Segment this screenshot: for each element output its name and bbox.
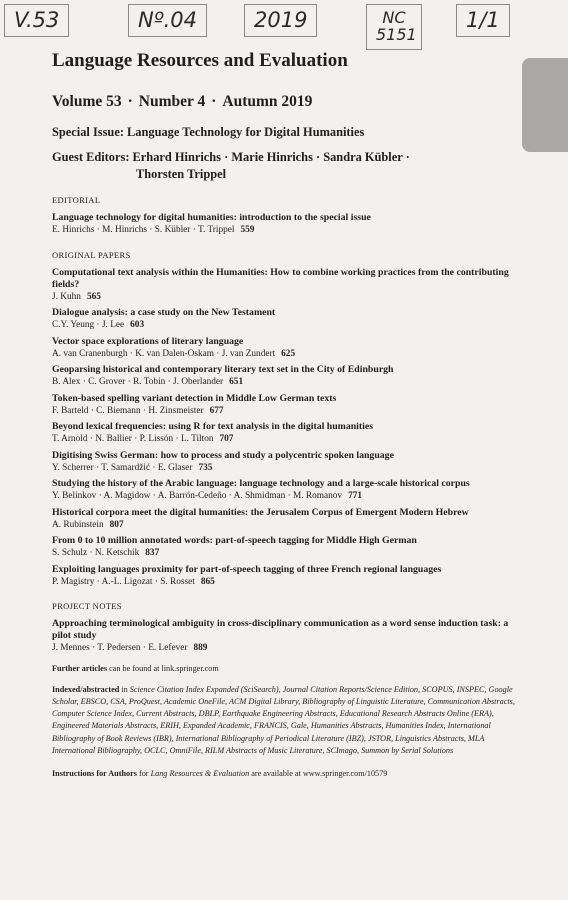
article-title: Studying the history of the Arabic language: language technology and a large-scale historical corpus — [52, 478, 470, 489]
article-page: 677 — [209, 405, 224, 416]
section-project-notes: PROJECT NOTES — [52, 601, 122, 611]
article-page: 707 — [219, 434, 234, 444]
volume-line: Volume 53 · Number 4 · Autumn 2019 — [52, 93, 313, 110]
article-page: 771 — [348, 491, 363, 501]
article-title: Dialogue analysis: a case study on the New Testament — [52, 307, 276, 318]
toc-entry — [52, 564, 520, 589]
article-title: Digitising Swiss German: how to process and study a polycentric spoken language — [52, 449, 394, 461]
section-editorial: EDITORIAL — [52, 195, 101, 205]
toc-entry — [52, 336, 520, 361]
toc-entry — [52, 421, 520, 446]
indexing-note: Indexed/abstracted in Science Citation Index Expanded (SciSearch), Journal Citation Reports/Science Edition, SCOPUS, INSPEC, Google Scholar, EBSCO, CSA, ProQuest, Academic OneFile, ACM Digital Library, Bibliography of Linguistic Literature, Communication Abstracts, Computer Science Index, Current Abstracts, DBLP, Earthquake Engineering Abstracts, Educational Research Abstracts Online (ERA), Engineered Materials Abstracts, ERIH, Expanded Academic, FRANCIS, Gale, Humanities Abstracts, Humanities Index, International Bibliography of Book Reviews (IBR), International Bibliography of Periodical Literature (IBZ), JSTOR, Linguistics Abstracts, MLA International Bibliography, OCLC, OmniFile, RILM Abstracts of Music Literature, SCImago, Summon by Serial Solutions — [52, 684, 515, 755]
article-authors: S. Schulz · N. Ketschik 837 — [52, 548, 160, 558]
further-articles-note: Further articles can be found at link.springer.com — [52, 663, 219, 673]
article-authors: J. Kuhn 565 — [52, 291, 101, 302]
handwritten-year: 2019 — [244, 4, 317, 37]
editorial-list — [52, 212, 520, 237]
article-title: From 0 to 10 million annotated words: part-of-speech tagging for Middle High German — [52, 535, 417, 546]
toc-entry — [52, 618, 520, 655]
handwritten-volume: V.53 — [4, 4, 69, 37]
article-page: 889 — [193, 643, 208, 653]
toc-entry — [52, 450, 520, 475]
contents-page — [52, 50, 520, 778]
article-title: Computational text analysis within the Humanities: How to combine working practices from the contributing fields? — [52, 266, 509, 290]
article-authors: B. Alex · C. Grover · R. Tobin · J. Oberlander 651 — [52, 377, 244, 387]
article-page: 807 — [109, 519, 124, 530]
article-authors: E. Hinrichs · M. Hinrichs · S. Kübler · T. Trippel 559 — [52, 225, 255, 235]
project-notes-list — [52, 618, 520, 655]
toc-entry — [52, 478, 520, 503]
article-authors: A. van Cranenburgh · K. van Dalen-Oskam · J. van Zundert 625 — [52, 348, 296, 359]
article-title: Vector space explorations of literary language — [52, 335, 244, 347]
article-authors: P. Magistry · A.-L. Ligozat · S. Rosset 865 — [52, 576, 215, 587]
article-authors: C.Y. Yeung · J. Lee 603 — [52, 320, 145, 330]
handwritten-shelfmark: NC 5151 — [366, 4, 422, 50]
article-title: Language technology for digital humanities: introduction to the special issue — [52, 212, 371, 223]
article-authors: J. Mennes · T. Pedersen · E. Lefever 889 — [52, 643, 208, 653]
special-issue-title: Special Issue: Language Technology for Digital Humanities — [52, 125, 365, 139]
toc-entry — [52, 507, 520, 532]
article-page: 735 — [198, 462, 213, 473]
journal-title: Language Resources and Evaluation — [52, 50, 348, 71]
handwritten-copy: 1/1 — [456, 4, 510, 37]
article-title: Token-based spelling variant detection in Middle Low German texts — [52, 392, 337, 404]
article-title: Historical corpora meet the digital humanities: the Jerusalem Corpus of Emergent Modern Hebrew — [52, 506, 469, 518]
article-authors: Y. Belinkov · A. Magidow · A. Barrón-Cedeño · A. Shmidman · M. Romanov 771 — [52, 491, 363, 501]
article-page: 865 — [200, 576, 215, 587]
article-page: 559 — [240, 225, 255, 235]
guest-editors: Guest Editors: Erhard Hinrichs · Marie Hinrichs · Sandra Kübler · Thorsten Trippel — [52, 150, 410, 181]
article-title: Approaching terminological ambiguity in cross-disciplinary communication as a word sense induction task: a pilot study — [52, 618, 509, 641]
issue-season: Autumn 2019 — [222, 93, 313, 110]
toc-entry — [52, 364, 520, 389]
original-papers-list — [52, 267, 520, 589]
article-authors: A. Rubinstein 807 — [52, 519, 124, 530]
instructions-note: Instructions for Authors for Lang Resources & Evaluation are available at www.springer.com/10579 — [52, 769, 388, 779]
page-edge-tab — [522, 58, 568, 152]
toc-entry — [52, 267, 520, 304]
handwritten-number: Nº.04 — [128, 4, 207, 37]
toc-entry — [52, 535, 520, 560]
article-page: 625 — [281, 348, 296, 359]
article-title: Exploiting languages proximity for part-of-speech tagging of three French regional languages — [52, 563, 442, 575]
issue-number: Number 4 — [138, 93, 206, 110]
article-page: 565 — [86, 291, 101, 302]
volume-number: Volume 53 — [52, 93, 122, 110]
article-authors: T. Arnold · N. Ballier · P. Lissón · L. Tilton 707 — [52, 434, 234, 444]
article-authors: Y. Scherrer · T. Samardžić · E. Glaser 735 — [52, 462, 213, 473]
article-title: Geoparsing historical and contemporary literary text set in the City of Edinburgh — [52, 364, 394, 375]
toc-entry — [52, 307, 520, 332]
article-authors: F. Barteld · C. Biemann · H. Zinsmeister 677 — [52, 405, 224, 416]
toc-entry — [52, 393, 520, 418]
article-title: Beyond lexical frequencies: using R for text analysis in the digital humanities — [52, 421, 374, 432]
article-page: 651 — [229, 377, 244, 387]
article-page: 837 — [145, 548, 160, 558]
article-page: 603 — [130, 320, 145, 330]
toc-entry — [52, 212, 520, 237]
section-original-papers: ORIGINAL PAPERS — [52, 249, 131, 260]
